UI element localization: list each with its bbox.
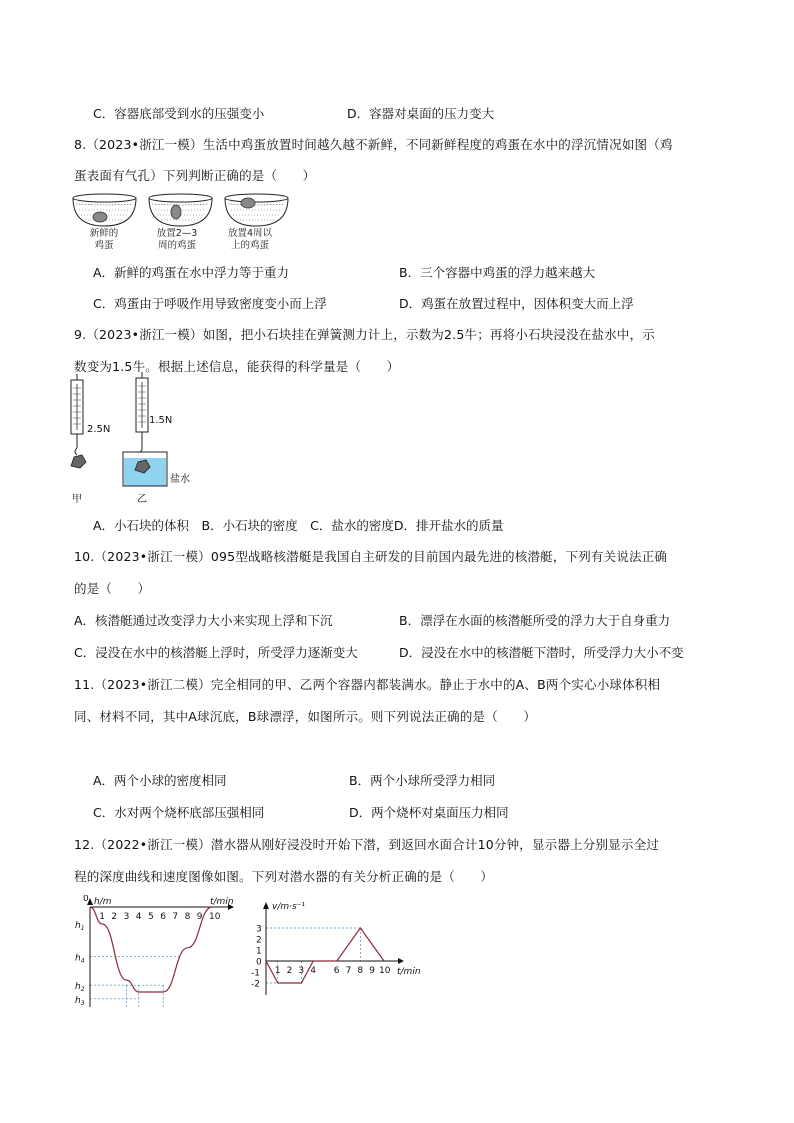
- q8-label-2-3-weeks: 放置2—3 周的鸡蛋: [156, 228, 198, 251]
- q7-option-c: C．容器底部受到水的压强变小: [93, 106, 265, 121]
- depth-x-tick-label: 2: [111, 912, 118, 922]
- q10-option-a: A．核潜艇通过改变浮力大小来实现上浮和下沉: [74, 613, 333, 628]
- q12-stem-line1: 12.（2022•浙江一模）潜水器从刚好浸没时开始下潜，到返回水面合计10分钟，显示器上分别显示全过: [74, 837, 659, 852]
- depth-guide-lines: [90, 956, 179, 1007]
- velocity-x-tick-label: 4: [310, 966, 316, 976]
- velocity-x-tick-label: 1: [274, 966, 281, 976]
- q8-label-4-weeks: 放置4周以 上的鸡蛋: [227, 228, 273, 251]
- q8-option-a: A．新鲜的鸡蛋在水中浮力等于重力: [93, 265, 290, 280]
- velocity-y-tick-label: 2: [256, 935, 262, 946]
- q8-stem-line1: 8.（2023•浙江一模）生活中鸡蛋放置时间越久越不新鲜，不同新鲜程度的鸡蛋在水中的浮沉情况如图（鸡: [74, 137, 673, 152]
- q8-stem-line2: 蛋表面有气孔）下列判断正确的是（ ）: [74, 168, 316, 183]
- q9-label-jia: 甲: [72, 494, 82, 505]
- depth-y-tick-label: $h_1$: [75, 921, 85, 932]
- depth-x-tick-label: 3: [123, 912, 130, 922]
- depth-y-tick-label: $h_2$: [75, 982, 85, 994]
- velocity-time-chart: [250, 895, 430, 1010]
- velocity-y-ticks: [251, 925, 262, 990]
- depth-x-label: t/min: [210, 897, 234, 907]
- depth-y-label: h/m: [94, 897, 112, 907]
- q8-label-fresh: 新鲜的 鸡蛋: [89, 228, 119, 251]
- q9-reading-a: 2.5N: [87, 424, 111, 435]
- depth-y-tick-label: $h_3$: [75, 995, 85, 1007]
- velocity-y-tick-label: 1: [256, 946, 262, 957]
- salt-water-beaker: [123, 452, 167, 486]
- depth-y-ticks: [75, 895, 89, 1007]
- depth-x-tick-label: 9: [196, 912, 203, 922]
- q9-label-yi: 乙: [137, 494, 147, 505]
- q8-option-d: D．鸡蛋在放置过程中，因体积变大而上浮: [399, 296, 634, 311]
- velocity-x-ticks: [275, 966, 391, 976]
- q11-stem-line2: 同、材料不同，其中A球沉底，B球漂浮，如图所示。则下列说法正确的是（ ）: [74, 709, 537, 724]
- q11-option-c: C．水对两个烧杯底部压强相同: [93, 805, 265, 820]
- q11-option-d: D．两个烧杯对桌面压力相同: [349, 805, 509, 820]
- bowl-4-week-egg: [225, 194, 288, 226]
- bowl-fresh-egg: [73, 194, 136, 226]
- q8-option-b: B．三个容器中鸡蛋的浮力越来越大: [399, 265, 596, 280]
- q11-option-b: B．两个小球所受浮力相同: [349, 773, 496, 788]
- q9-stem-line1: 9.（2023•浙江一模）如图，把小石块挂在弹簧测力计上，示数为2.5牛；再将小石块浸没在盐水中，示: [74, 327, 655, 342]
- q11-stem-line1: 11.（2023•浙江二模）完全相同的甲、乙两个容器内都装满水。静止于水中的A、B两个实心小球体积相: [74, 677, 661, 692]
- velocity-y-tick-label: 0: [256, 957, 262, 968]
- q9-options: A．小石块的体积 B．小石块的密度 C．盐水的密度D．排开盐水的质量: [93, 518, 504, 533]
- velocity-y-axis-arrow: [263, 902, 269, 909]
- depth-x-tick-label: 6: [160, 912, 166, 922]
- depth-time-chart: [70, 895, 240, 1010]
- q10-option-b: B．漂浮在水面的核潜艇所受的浮力大于自身重力: [399, 613, 671, 628]
- velocity-x-label: t/min: [397, 967, 421, 977]
- depth-x-tick-label: 8: [184, 912, 191, 922]
- depth-x-tick-label: 7: [172, 912, 179, 922]
- q10-stem-line2: 的是（ ）: [74, 581, 151, 596]
- q10-stem-line1: 10.（2023•浙江一模）095型战略核潜艇是我国自主研发的目前国内最先进的核潜艇，下列有关说法正确: [74, 549, 668, 564]
- q9-reading-b: 1.5N: [149, 415, 173, 426]
- velocity-y-tick-label: -1: [251, 968, 260, 979]
- velocity-x-tick-label: 2: [286, 966, 293, 976]
- q9-stem-line2: 数变为1.5牛。根据上述信息，能获得的科学量是（ ）: [74, 359, 400, 374]
- depth-x-tick-label: 5: [148, 912, 154, 922]
- spring-scale-b: [136, 372, 148, 457]
- q8-option-c: C．鸡蛋由于呼吸作用导致密度变小而上浮: [93, 296, 327, 311]
- velocity-x-tick-label: 10: [379, 966, 391, 976]
- q7-option-d: D．容器对桌面的压力变大: [347, 106, 495, 121]
- q10-option-c: C．浸没在水中的核潜艇上浮时，所受浮力逐渐变大: [74, 645, 358, 660]
- depth-y-tick-label: $h_4$: [75, 953, 85, 965]
- velocity-x-axis-arrow: [398, 958, 404, 964]
- bowl-2-3-week-egg: [149, 194, 212, 226]
- velocity-y-tick-label: 3: [256, 924, 262, 935]
- depth-x-tick-label: 1: [99, 912, 105, 922]
- q11-option-a: A．两个小球的密度相同: [93, 773, 227, 788]
- velocity-x-tick-label: 3: [298, 966, 305, 976]
- q12-stem-line2: 程的深度曲线和速度图像如图。下列对潜水器的有关分析正确的是（ ）: [74, 869, 494, 884]
- velocity-x-tick-label: 9: [369, 966, 375, 976]
- velocity-y-label: v/m·s⁻¹: [272, 902, 306, 912]
- depth-y-tick-label: 0: [83, 895, 89, 904]
- velocity-x-tick-label: 6: [333, 966, 340, 976]
- depth-x-tick-label: 4: [135, 912, 142, 922]
- q8-egg-bowls-figure: [70, 190, 310, 230]
- velocity-x-tick-label: 8: [357, 966, 364, 976]
- q10-option-d: D．浸没在水中的核潜艇下潜时，所受浮力大小不变: [399, 645, 684, 660]
- q9-salt-water-label: 盐水: [170, 474, 190, 485]
- velocity-y-tick-label: -2: [251, 979, 260, 990]
- velocity-curve: [266, 928, 384, 983]
- velocity-x-tick-label: 7: [345, 966, 352, 976]
- depth-x-tick-label: 10: [209, 912, 221, 922]
- spring-scale-a: [71, 374, 86, 468]
